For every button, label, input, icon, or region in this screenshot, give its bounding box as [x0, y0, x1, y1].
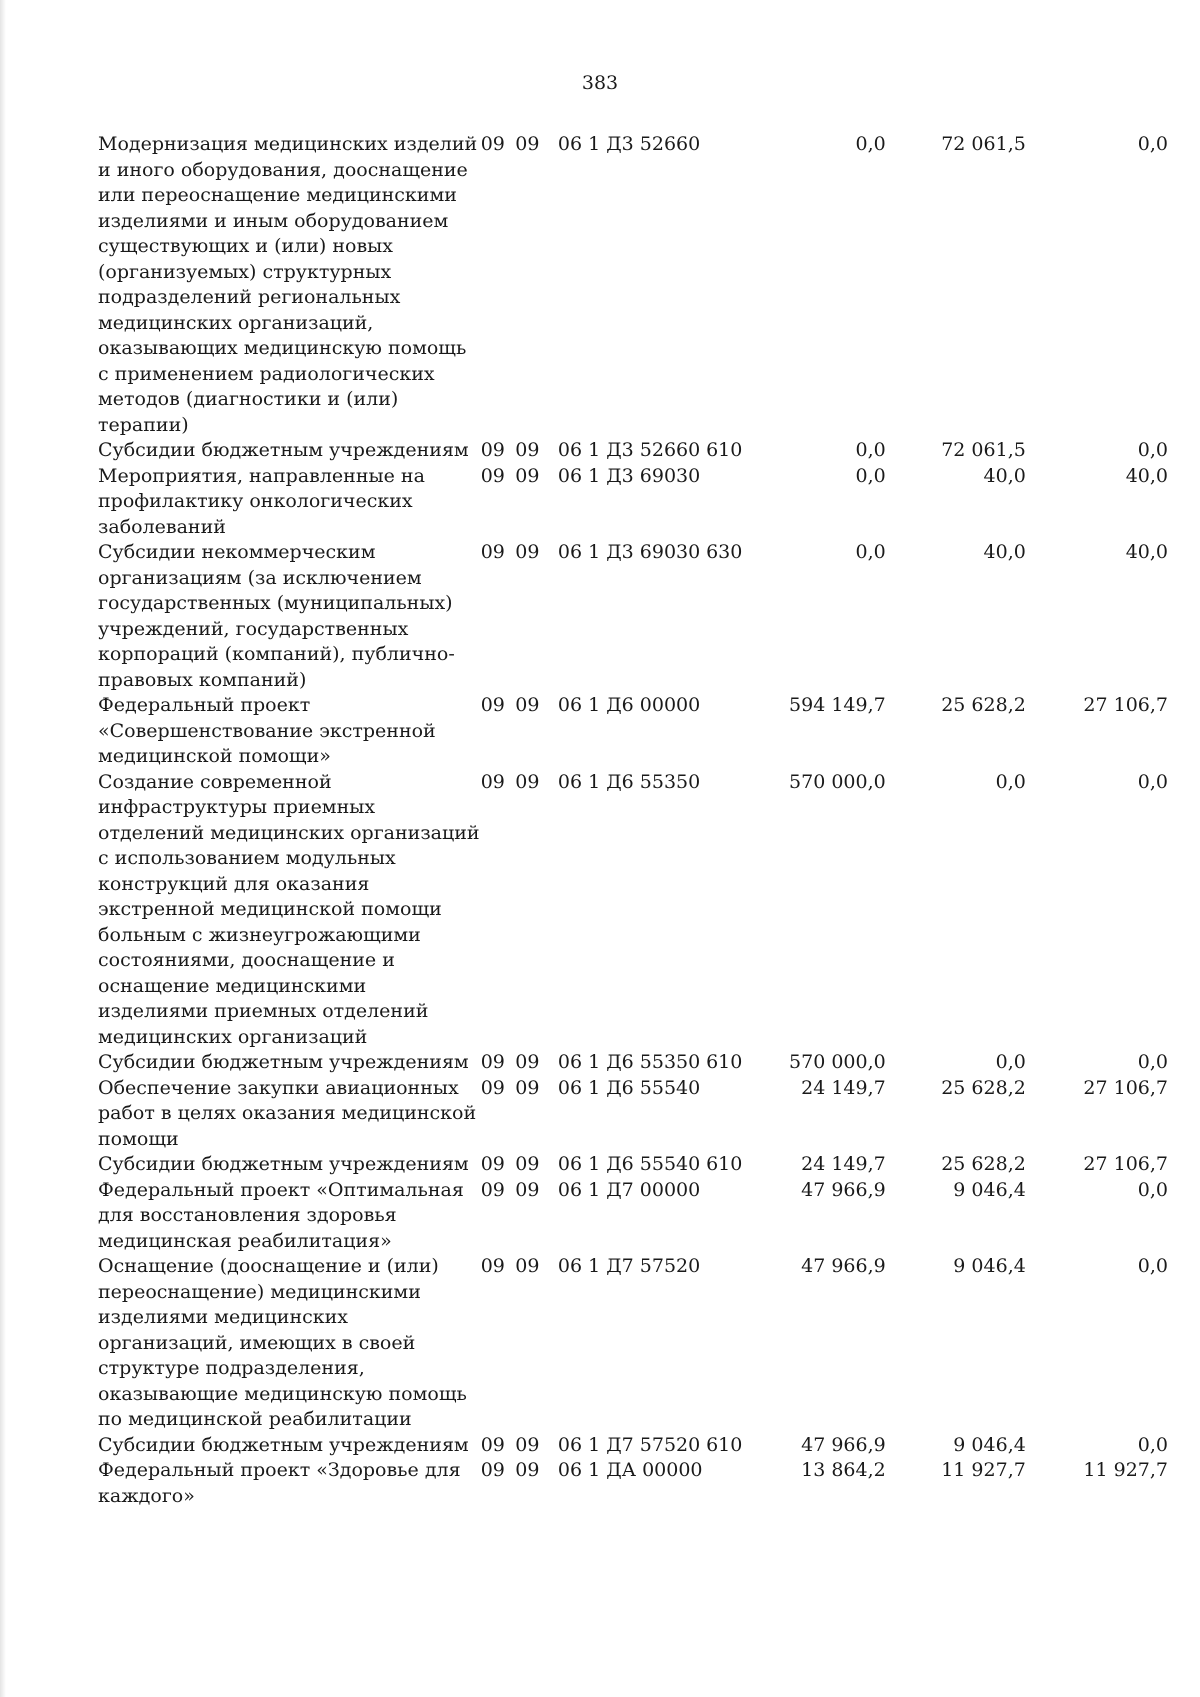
amount-year-2: 11 927,7	[941, 1459, 1026, 1481]
budget-table	[98, 132, 1168, 1509]
amount-year-2: 25 628,2	[941, 1076, 1026, 1099]
page-number: 383	[581, 72, 619, 94]
amount-year-1: 0,0	[855, 439, 886, 461]
table-row	[98, 693, 1168, 770]
amount-year-1: 47 966,9	[801, 1255, 886, 1277]
table-row	[98, 1076, 1168, 1153]
target-item-code: 06 1 Д6 00000	[557, 694, 701, 716]
amount-year-2: 0,0	[995, 770, 1026, 793]
amount-year-3: 0,0	[1137, 439, 1168, 461]
expense-type-code: 610	[706, 439, 743, 461]
section-code: 09	[480, 541, 505, 563]
amount-year-2: 9 046,4	[953, 1178, 1026, 1201]
amount-year-3: 0,0	[1137, 133, 1168, 155]
section-code: 09	[480, 770, 505, 793]
amount-year-3: 40,0	[1125, 464, 1168, 487]
row-name: Обеспечение закупки авиационных работ в целях оказания медицинской помощи	[98, 1076, 477, 1150]
amount-year-3: 0,0	[1137, 1051, 1168, 1073]
amount-year-2: 72 061,5	[941, 439, 1026, 461]
amount-year-1: 47 966,9	[801, 1178, 886, 1201]
amount-year-3: 0,0	[1137, 1255, 1168, 1277]
section-code: 09	[480, 694, 505, 716]
scan-edge	[0, 0, 6, 1697]
section-code: 09	[480, 1153, 505, 1175]
target-item-code: 06 1 Д6 55350	[557, 770, 701, 793]
section-code: 09	[480, 1255, 505, 1277]
section-code: 09	[480, 1076, 505, 1099]
amount-year-2: 25 628,2	[941, 1153, 1026, 1175]
amount-year-1: 24 149,7	[801, 1153, 886, 1175]
target-item-code: 06 1 Д6 55350	[557, 1051, 701, 1073]
row-name: Субсидии бюджетным учреждениям	[98, 1051, 469, 1073]
amount-year-1: 0,0	[855, 541, 886, 563]
table-row	[98, 1050, 1168, 1076]
table-row	[98, 438, 1168, 464]
amount-year-1: 13 864,2	[801, 1459, 886, 1481]
amount-year-2: 0,0	[995, 1051, 1026, 1073]
amount-year-1: 24 149,7	[801, 1076, 886, 1099]
expense-type-code: 630	[706, 541, 743, 563]
subsection-code: 09	[515, 439, 540, 461]
amount-year-1: 570 000,0	[789, 1051, 886, 1073]
table-row	[98, 1178, 1168, 1255]
target-item-code: 06 1 Д3 69030	[557, 464, 701, 487]
amount-year-1: 570 000,0	[789, 770, 886, 793]
section-code: 09	[480, 133, 505, 155]
amount-year-3: 27 106,7	[1083, 694, 1168, 716]
section-code: 09	[480, 439, 505, 461]
amount-year-1: 594 149,7	[789, 694, 886, 716]
subsection-code: 09	[515, 464, 540, 487]
expense-type-code	[706, 1254, 757, 1433]
section-code: 09	[480, 1051, 505, 1073]
table-row	[98, 132, 1168, 438]
section-code: 09	[480, 464, 505, 487]
amount-year-3: 0,0	[1137, 770, 1168, 793]
amount-year-3: 27 106,7	[1083, 1076, 1168, 1099]
amount-year-3: 0,0	[1137, 1178, 1168, 1201]
expense-type-code: 610	[706, 1153, 743, 1175]
amount-year-3: 27 106,7	[1083, 1153, 1168, 1175]
amount-year-1: 0,0	[855, 464, 886, 487]
target-item-code: 06 1 Д7 57520	[557, 1433, 701, 1456]
subsection-code: 09	[515, 541, 540, 563]
amount-year-3: 40,0	[1125, 541, 1168, 563]
target-item-code: 06 1 Д7 00000	[557, 1178, 701, 1201]
row-name: Федеральный проект «Здоровье для каждого»	[98, 1459, 461, 1507]
section-code: 09	[480, 1459, 505, 1481]
row-name: Субсидии бюджетным учреждениям	[98, 1433, 469, 1456]
row-name: Создание современной инфраструктуры приемных отделений медицинских организаций с использованием модульных конструкций для оказания экстренной медицинской помощи больным с жизнеугрожающими состояниями, дооснащение и оснащение медицинскими изделиями приемных отделений медицинских организаций	[98, 770, 480, 1048]
expense-type-code	[706, 1178, 757, 1255]
expense-type-code	[706, 693, 757, 770]
amount-year-3: 0,0	[1137, 1433, 1168, 1456]
target-item-code: 06 1 Д6 55540	[557, 1076, 701, 1099]
budget-table-body	[98, 132, 1168, 1509]
subsection-code: 09	[515, 1433, 540, 1456]
table-row	[98, 1254, 1168, 1433]
amount-year-2: 9 046,4	[953, 1255, 1026, 1277]
target-item-code: 06 1 ДА 00000	[557, 1459, 703, 1481]
expense-type-code	[706, 770, 757, 1051]
amount-year-3: 11 927,7	[1083, 1459, 1168, 1481]
subsection-code: 09	[515, 770, 540, 793]
subsection-code: 09	[515, 1255, 540, 1277]
amount-year-2: 72 061,5	[941, 133, 1026, 155]
subsection-code: 09	[515, 694, 540, 716]
amount-year-1: 0,0	[855, 133, 886, 155]
expense-type-code: 610	[706, 1051, 743, 1073]
table-row	[98, 1458, 1168, 1509]
subsection-code: 09	[515, 1076, 540, 1099]
row-name: Модернизация медицинских изделий и иного оборудования, дооснащение или переоснащение медицинскими изделиями и иным оборудованием существующих и (или) новых (организуемых) структурных подразделений региональных медицинских организаций, оказывающих медицинскую помощь с применением радиологических методов (диагностики и (или) терапии)	[98, 133, 478, 436]
target-item-code: 06 1 Д7 57520	[557, 1255, 701, 1277]
row-name: Федеральный проект «Совершенствование экстренной медицинской помощи»	[98, 694, 436, 767]
row-name: Субсидии бюджетным учреждениям	[98, 1153, 469, 1175]
target-item-code: 06 1 Д3 69030	[557, 541, 701, 563]
table-row	[98, 540, 1168, 693]
row-name: Мероприятия, направленные на профилактику онкологических заболеваний	[98, 464, 425, 538]
amount-year-2: 9 046,4	[953, 1433, 1026, 1456]
section-code: 09	[480, 1178, 505, 1201]
table-row	[98, 1433, 1168, 1459]
subsection-code: 09	[515, 133, 540, 155]
amount-year-2: 40,0	[983, 464, 1026, 487]
table-row	[98, 464, 1168, 541]
expense-type-code	[706, 464, 757, 541]
subsection-code: 09	[515, 1051, 540, 1073]
amount-year-2: 40,0	[983, 541, 1026, 563]
row-name: Оснащение (дооснащение и (или) переоснащение) медицинскими изделиями медицинских организаций, имеющих в своей структуре подразделения, оказывающие медицинскую помощь по медицинской реабилитации	[98, 1255, 467, 1430]
expense-type-code	[706, 1458, 757, 1509]
row-name: Субсидии бюджетным учреждениям	[98, 439, 469, 461]
subsection-code: 09	[515, 1459, 540, 1481]
table-row	[98, 1152, 1168, 1178]
target-item-code: 06 1 Д3 52660	[557, 439, 701, 461]
expense-type-code	[706, 1076, 757, 1153]
target-item-code: 06 1 Д6 55540	[557, 1153, 701, 1175]
subsection-code: 09	[515, 1153, 540, 1175]
target-item-code: 06 1 Д3 52660	[557, 133, 701, 155]
row-name: Федеральный проект «Оптимальная для восстановления здоровья медицинская реабилитация»	[98, 1178, 464, 1252]
amount-year-2: 25 628,2	[941, 694, 1026, 716]
expense-type-code	[706, 132, 757, 438]
section-code: 09	[480, 1433, 505, 1456]
amount-year-1: 47 966,9	[801, 1433, 886, 1456]
expense-type-code: 610	[706, 1433, 743, 1456]
subsection-code: 09	[515, 1178, 540, 1201]
row-name: Субсидии некоммерческим организациям (за исключением государственных (муниципальных) учреждений, государственных корпораций (компаний), публично-правовых компаний)	[98, 541, 455, 691]
table-row	[98, 770, 1168, 1051]
